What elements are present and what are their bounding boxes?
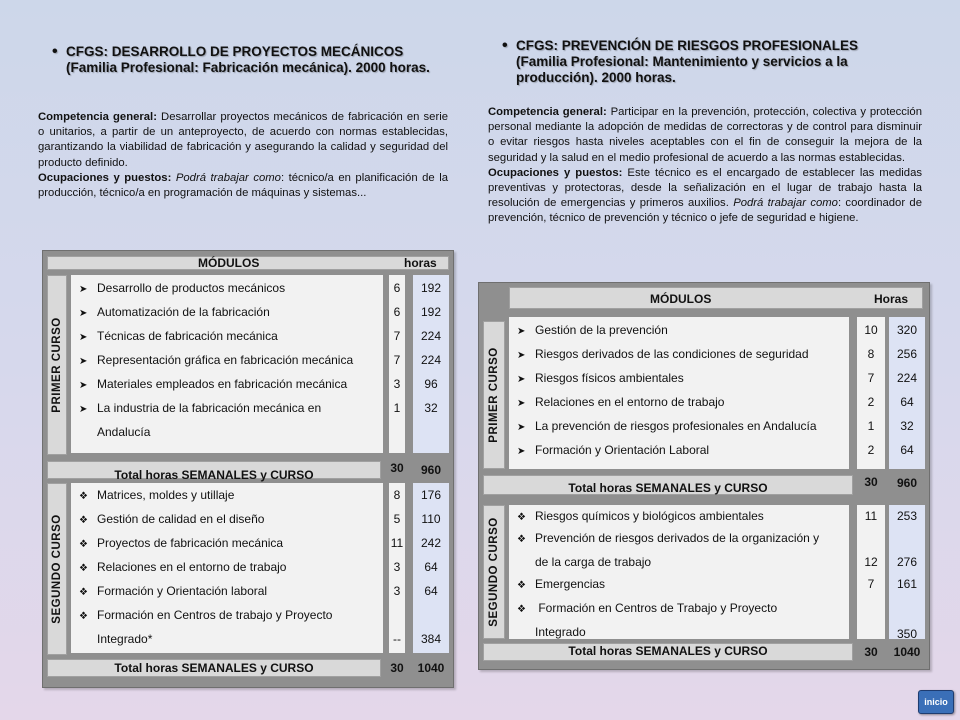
total2-total: 1040 [417, 661, 445, 675]
sem-hours: 2 [867, 395, 875, 409]
diamond-bullet-icon: ❖ [517, 580, 526, 591]
total-hours: 276 [896, 555, 918, 569]
total-hours: 350 [896, 627, 918, 641]
sem-hours-col [857, 505, 885, 639]
arrow-bullet-icon: ➤ [79, 356, 88, 367]
arrow-bullet-icon: ➤ [517, 398, 526, 409]
total-row-2: Total horas SEMANALES y CURSO [47, 659, 381, 677]
list-item: ❖ Gestión de calidad en el diseño [79, 512, 265, 526]
arrow-bullet-icon: ➤ [79, 404, 88, 415]
diamond-bullet-icon: ❖ [517, 534, 526, 545]
diamond-bullet-icon: ❖ [79, 491, 88, 502]
segundo-curso-items [71, 483, 383, 653]
list-item-continuation: Integrado* [97, 632, 153, 646]
sem-hours-col [857, 317, 885, 469]
list-item: ➤ Riesgos derivados de las condiciones de seguridad [517, 347, 809, 361]
primer-curso-items [509, 317, 849, 469]
total1-sem: 30 [390, 461, 404, 475]
sem-hours: 3 [393, 560, 401, 574]
list-item: ➤ Desarrollo de productos mecánicos [79, 281, 286, 295]
list-item: ❖ Proyectos de fabricación mecánica [79, 536, 284, 550]
table-header: MÓDULOS Horas [509, 287, 923, 309]
arrow-bullet-icon: ➤ [517, 374, 526, 385]
primer-curso-label: PRIMER CURSO [47, 275, 67, 455]
list-item: ❖ Formación en Centros de trabajo y Proyecto [79, 608, 333, 622]
list-item: ❖ Formación y Orientación laboral [79, 584, 268, 598]
total2-total: 1040 [893, 645, 921, 659]
sem-hours: 7 [393, 353, 401, 367]
list-item: ➤ Técnicas de fabricación mecánica [79, 329, 278, 343]
left-title: • CFGS: DESARROLLO DE PROYECTOS MECÁNICOS (Familia Profesional: Fabricación mecánica). 2000 horas. [52, 43, 430, 75]
list-item: ➤ Gestión de la prevención [517, 323, 668, 337]
arrow-bullet-icon: ➤ [79, 284, 88, 295]
list-item: ➤ Automatización de la fabricación [79, 305, 270, 319]
sem-hours: 3 [393, 377, 401, 391]
sem-hours: 10 [864, 323, 878, 337]
segundo-curso-items [509, 505, 849, 639]
arrow-bullet-icon: ➤ [517, 446, 526, 457]
total-hours-col [413, 483, 449, 653]
total-hours-col [889, 505, 925, 639]
total-hours: 224 [896, 371, 918, 385]
sem-hours: 8 [867, 347, 875, 361]
list-item: ➤ Riesgos físicos ambientales [517, 371, 684, 385]
sem-hours: 8 [393, 488, 401, 502]
arrow-bullet-icon: ➤ [517, 350, 526, 361]
diamond-bullet-icon: ❖ [79, 539, 88, 550]
sem-hours: 7 [867, 371, 875, 385]
total-hours: 242 [420, 536, 442, 550]
total-hours: 384 [420, 632, 442, 646]
total2-sem: 30 [390, 661, 404, 675]
primer-curso-label: PRIMER CURSO [483, 321, 505, 469]
sem-hours-col [389, 483, 405, 653]
sem-hours: 12 [864, 555, 878, 569]
total-hours: 253 [896, 509, 918, 523]
total1-sem: 30 [864, 475, 878, 489]
sem-hours: 3 [393, 584, 401, 598]
sem-hours: 11 [390, 536, 404, 550]
total-hours: 161 [896, 577, 918, 591]
list-item: ❖ Formación en Centros de Trabajo y Proyecto [517, 601, 778, 615]
right-description: Competencia general: Participar en la prevención, protección, colectiva y protección personal mediante la adopción de medidas de correctoras y de control para disminuir o evitar riesgos hasta niveles aceptables con el fin de conseguir la mejora de la seguridad y la salud en el medio profesional de acuerdo a las normas establecidas. Ocupaciones y puestos: Este técnico es el encargado de establecer las medidas preventivas y protectoras, desde la señalización en el lugar de trabajo hasta la resolución de emergencias y primeros auxilios. Podrá trabajar como: coordinador de prevención, técnico de prevención y técnico o jefe de seguridad e higiene. [488, 106, 923, 225]
diamond-bullet-icon: ❖ [517, 604, 526, 615]
total-hours: 224 [420, 353, 442, 367]
total1-total: 960 [896, 476, 918, 490]
sem-hours: 6 [393, 281, 401, 295]
diamond-bullet-icon: ❖ [79, 563, 88, 574]
diamond-bullet-icon: ❖ [517, 512, 526, 523]
total-hours-col [413, 275, 449, 453]
sem-hours: 5 [393, 512, 401, 526]
arrow-bullet-icon: ➤ [79, 380, 88, 391]
total-hours: 64 [424, 560, 438, 574]
total-row-1: Total horas SEMANALES y CURSO [47, 461, 381, 479]
right-title: • CFGS: PREVENCIÓN DE RIESGOS PROFESIONALES (Familia Profesional: Mantenimiento y servicios a la producción). 2000 horas. [502, 37, 859, 85]
right-modules-table [478, 282, 930, 670]
total-row-1: Total horas SEMANALES y CURSO [483, 475, 853, 495]
total-hours: 64 [900, 443, 914, 457]
total2-sem: 30 [864, 645, 878, 659]
list-item-continuation: Andalucía [97, 425, 151, 439]
sem-hours: 7 [393, 329, 401, 343]
list-item: ➤ Formación y Orientación Laboral [517, 443, 710, 457]
left-modules-table [42, 250, 454, 688]
segundo-curso-label: SEGUNDO CURSO [483, 505, 505, 639]
total-hours: 192 [420, 305, 442, 319]
back-button[interactable] [918, 690, 954, 714]
total-row-2: Total horas SEMANALES y CURSO [483, 643, 853, 661]
arrow-bullet-icon: ➤ [79, 332, 88, 343]
diamond-bullet-icon: ❖ [79, 611, 88, 622]
total-hours: 64 [424, 584, 438, 598]
total-hours: 192 [420, 281, 442, 295]
list-item: ➤ Relaciones en el entorno de trabajo [517, 395, 725, 409]
sem-hours: 7 [867, 577, 875, 591]
total-hours: 32 [900, 419, 914, 433]
diamond-bullet-icon: ❖ [79, 587, 88, 598]
total-hours: 256 [896, 347, 918, 361]
list-item-continuation: Integrado [535, 625, 586, 639]
sem-hours: 1 [393, 401, 401, 415]
left-description: Competencia general: Desarrollar proyectos mecánicos de fabricación en serie o unitarios, a partir de un anteproyecto, de acuerdo con normas establecidas, garantizando la viabilidad de fabricación y asegurando la calidad y seguridad del producto definido. Ocupaciones y puestos: Podrá trabajar como: técnico/a en planificación de la producción, técnico/a en programación de máquinas y sistemas... [38, 111, 448, 200]
bullet-dot: • [52, 43, 58, 60]
list-item: ➤ La prevención de riesgos profesionales en Andalucía [517, 419, 817, 433]
primer-curso-items [71, 275, 383, 453]
total-hours: 64 [900, 395, 914, 409]
arrow-bullet-icon: ➤ [79, 308, 88, 319]
total-hours: 176 [420, 488, 442, 502]
sem-hours: 1 [867, 419, 875, 433]
arrow-bullet-icon: ➤ [517, 326, 526, 337]
list-item: ➤ La industria de la fabricación mecánica en [79, 401, 322, 415]
sem-hours: 11 [864, 509, 878, 523]
list-item: ❖ Relaciones en el entorno de trabajo [79, 560, 287, 574]
total-hours: 32 [424, 401, 438, 415]
sem-hours-col [389, 275, 405, 453]
list-item: ❖ Prevención de riesgos derivados de la organización y [517, 531, 820, 545]
table-header: MÓDULOS horas [47, 256, 449, 270]
sem-hours: -- [393, 632, 401, 646]
list-item: ➤ Materiales empleados en fabricación mecánica [79, 377, 348, 391]
segundo-curso-label: SEGUNDO CURSO [47, 483, 67, 655]
total1-total: 960 [420, 463, 442, 477]
total-hours: 224 [420, 329, 442, 343]
total-hours: 320 [896, 323, 918, 337]
list-item: ➤ Representación gráfica en fabricación mecánica [79, 353, 354, 367]
sem-hours: 6 [393, 305, 401, 319]
list-item: ❖ Riesgos químicos y biológicos ambientales [517, 509, 764, 523]
total-hours-col [889, 317, 925, 469]
arrow-bullet-icon: ➤ [517, 422, 526, 433]
list-item: ❖ Matrices, moldes y utillaje [79, 488, 235, 502]
back-button-label: inicio [924, 697, 948, 707]
list-item-continuation: de la carga de trabajo [535, 555, 652, 569]
diamond-bullet-icon: ❖ [79, 515, 88, 526]
sem-hours: 2 [867, 443, 875, 457]
total-hours: 96 [424, 377, 438, 391]
bullet-dot: • [502, 37, 508, 54]
total-hours: 110 [421, 512, 441, 526]
list-item: ❖ Emergencias [517, 577, 606, 591]
